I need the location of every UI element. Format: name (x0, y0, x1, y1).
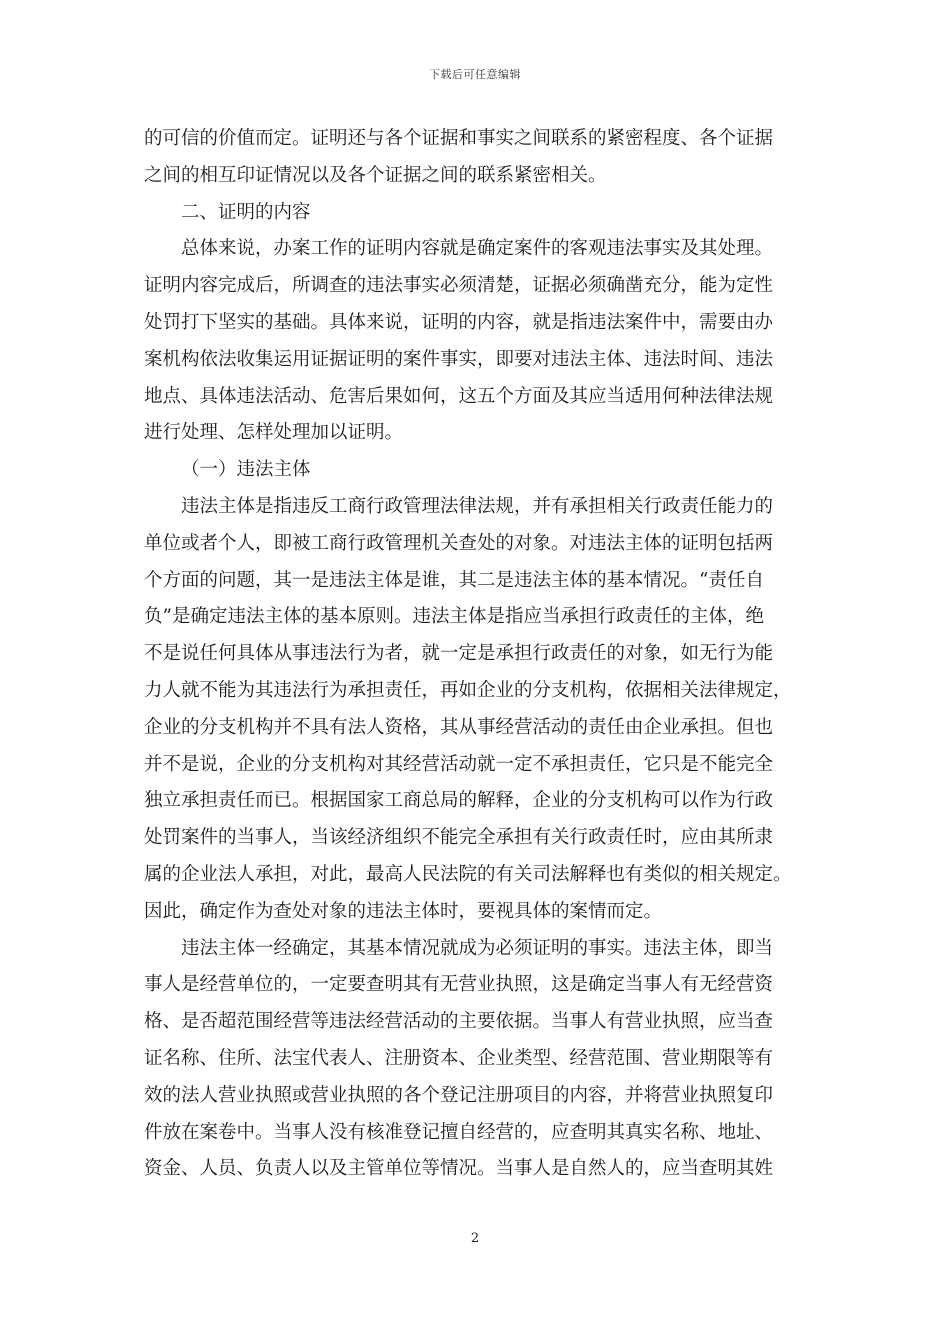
text-line: 证明内容完成后，所调查的违法事实必须清楚，证据必须确凿充分，能为定性 (144, 275, 774, 297)
text-line: 地点、具体违法活动、危害后果如何，这五个方面及其应当适用何种法律法规 (144, 385, 774, 407)
text-line: 单位或者个人，即被工商行政管理机关查处的对象。对违法主体的证明包括两 (144, 532, 774, 554)
text-line: 的可信的价值而定。证明还与各个证据和事实之间联系的紧密程度、各个证据 (144, 128, 774, 149)
subsection-heading: （一）违法主体 (181, 459, 311, 481)
text-line: 独立承担责任而已。根据国家工商总局的解释，企业的分支机构可以作为行政 (144, 790, 774, 812)
text-line: 效的法人营业执照或营业执照的各个登记注册项目的内容，并将营业执照复印 (144, 1084, 774, 1106)
text-line: 属的企业法人承担，对此，最高人民法院的有关司法解释也有类似的相关规定。 (144, 863, 792, 885)
text-line: 案机构依法收集运用证据证明的案件事实，即要对违法主体、违法时间、违法 (144, 348, 774, 370)
text-line: 并不是说，企业的分支机构对其经营活动就一定不承担责任，它只是不能完全 (144, 753, 774, 775)
text-line: 负”是确定违法主体的基本原则。违法主体是指应当承担行政责任的主体，绝 (144, 606, 764, 628)
paragraph-start: 违法主体是指违反工商行政管理法律法规，并有承担相关行政责任能力的 (181, 495, 774, 517)
text-line: 力人就不能为其违法行为承担责任，再如企业的分支机构，依据相关法律规定， (144, 679, 792, 701)
text-line: 格、是否超范围经营等违法经营活动的主要依据。当事人有营业执照，应当查 (144, 1011, 774, 1033)
page-number: 2 (470, 1231, 480, 1246)
paragraph-start: 违法主体一经确定，其基本情况就成为必须证明的事实。违法主体，即当 (181, 937, 774, 959)
text-line: 件放在案卷中。当事人没有核准登记擅自经营的，应查明其真实名称、地址、 (144, 1121, 774, 1143)
text-line: 因此，确定作为查处对象的违法主体时，要视具体的案情而定。 (144, 900, 663, 922)
document-body (144, 121, 814, 1188)
text-line: 事人是经营单位的，一定要查明其有无营业执照，这是确定当事人有无经营资 (144, 974, 774, 996)
section-heading: 二、证明的内容 (181, 201, 311, 223)
text-line: 资金、人员、负责人以及主管单位等情况。当事人是自然人的，应当查明其姓 (144, 1158, 774, 1180)
text-line: 之间的相互印证情况以及各个证据之间的联系紧密相关。 (144, 164, 607, 186)
text-line: 个方面的问题，其一是违法主体是谁，其二是违法主体的基本情况。“责任自 (144, 569, 764, 591)
text-line: 证名称、住所、法宝代表人、注册资本、企业类型、经营范围、营业期限等有 (144, 1047, 774, 1069)
paragraph-start: 总体来说，办案工作的证明内容就是确定案件的客观违法事实及其处理。 (181, 238, 774, 260)
text-line: 企业的分支机构并不具有法人资格，其从事经营活动的责任由企业承担。但也 (144, 716, 774, 738)
text-line: 进行处理、怎样处理加以证明。 (144, 422, 404, 444)
text-line: 处罚打下坚实的基础。具体来说，证明的内容，就是指违法案件中，需要由办 (144, 311, 774, 333)
text-line: 处罚案件的当事人，当该经济组织不能完全承担有关行政责任时，应由其所隶 (144, 827, 774, 849)
text-line: 不是说任何具体从事违法行为者，就一定是承担行政责任的对象，如无行为能 (144, 643, 774, 665)
page-header: 下载后可任意编辑 (429, 68, 521, 81)
